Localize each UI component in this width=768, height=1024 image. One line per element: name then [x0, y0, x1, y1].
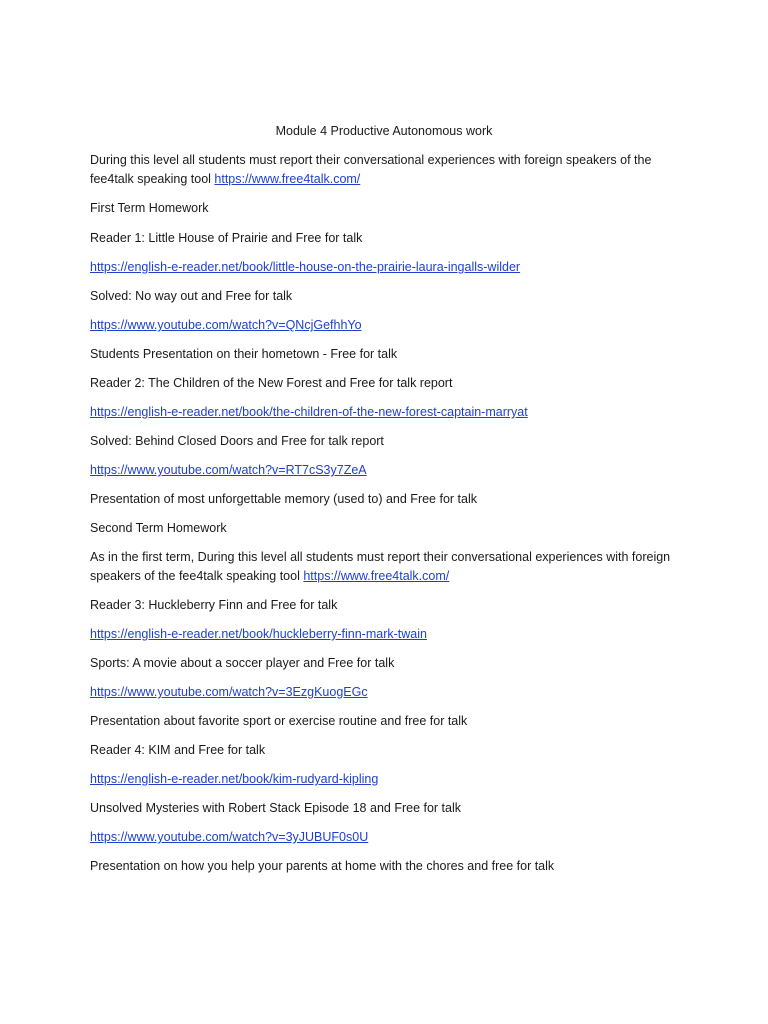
reader3-text: Reader 3: Huckleberry Finn and Free for talk: [90, 598, 338, 612]
solved2-link[interactable]: https://www.youtube.com/watch?v=RT7cS3y7ZeA: [90, 463, 367, 477]
solved1-text: Solved: No way out and Free for talk: [90, 289, 293, 303]
solved2-link-line: [90, 461, 680, 479]
presentation3-text: Presentation about favorite sport or exercise routine and free for talk: [90, 714, 468, 728]
reader4-link[interactable]: https://english-e-reader.net/book/kim-rudyard-kipling: [90, 772, 379, 786]
reader4-text: Reader 4: KIM and Free for talk: [90, 743, 266, 757]
reader4-link-line: [90, 770, 680, 788]
sports-link-line: [90, 683, 680, 701]
document-title: Module 4 Productive Autonomous work: [275, 124, 493, 138]
unsolved-text: Unsolved Mysteries with Robert Stack Episode 18 and Free for talk: [90, 801, 462, 815]
reader2-link[interactable]: https://english-e-reader.net/book/the-children-of-the-new-forest-captain-marryat: [90, 405, 528, 419]
intro-paragraph: [90, 151, 680, 189]
first-term-heading: First Term Homework: [90, 201, 209, 215]
free4talk-link[interactable]: https://www.free4talk.com/: [214, 172, 361, 186]
sports-text: Sports: A movie about a soccer player and Free for talk: [90, 656, 395, 670]
sports-link[interactable]: https://www.youtube.com/watch?v=3EzgKuogEGc: [90, 685, 368, 699]
intro-text: During this level all students must report their conversational experiences with foreign speakers of the fee4talk speaking tool: [90, 153, 652, 186]
presentation1-text: Students Presentation on their hometown - Free for talk: [90, 347, 398, 361]
second-free4talk-link[interactable]: https://www.free4talk.com/: [303, 569, 450, 583]
solved2-text: Solved: Behind Closed Doors and Free for talk report: [90, 434, 384, 448]
reader2-link-line: [90, 403, 680, 421]
reader3-link[interactable]: https://english-e-reader.net/book/huckleberry-finn-mark-twain: [90, 627, 427, 641]
presentation2-text: Presentation of most unforgettable memory (used to) and Free for talk: [90, 492, 477, 506]
solved1-link[interactable]: https://www.youtube.com/watch?v=QNcjGefhhYo: [90, 318, 362, 332]
presentation4-text: Presentation on how you help your parents at home with the chores and free for talk: [90, 859, 555, 873]
second-intro-text: As in the first term, During this level all students must report their conversational experiences with foreign speakers of the fee4talk speaking tool: [90, 550, 671, 583]
reader1-link-line: [90, 258, 680, 276]
unsolved-link[interactable]: https://www.youtube.com/watch?v=3yJUBUF0s0U: [90, 830, 369, 844]
solved1-link-line: [90, 316, 680, 334]
reader3-link-line: [90, 625, 680, 643]
second-intro-paragraph: [90, 548, 680, 586]
reader2-text: Reader 2: The Children of the New Forest and Free for talk report: [90, 376, 453, 390]
unsolved-link-line: [90, 828, 680, 846]
reader1-link[interactable]: https://english-e-reader.net/book/little-house-on-the-prairie-laura-ingalls-wilder: [90, 260, 521, 274]
reader1-text: Reader 1: Little House of Prairie and Free for talk: [90, 231, 363, 245]
second-term-heading: Second Term Homework: [90, 521, 227, 535]
